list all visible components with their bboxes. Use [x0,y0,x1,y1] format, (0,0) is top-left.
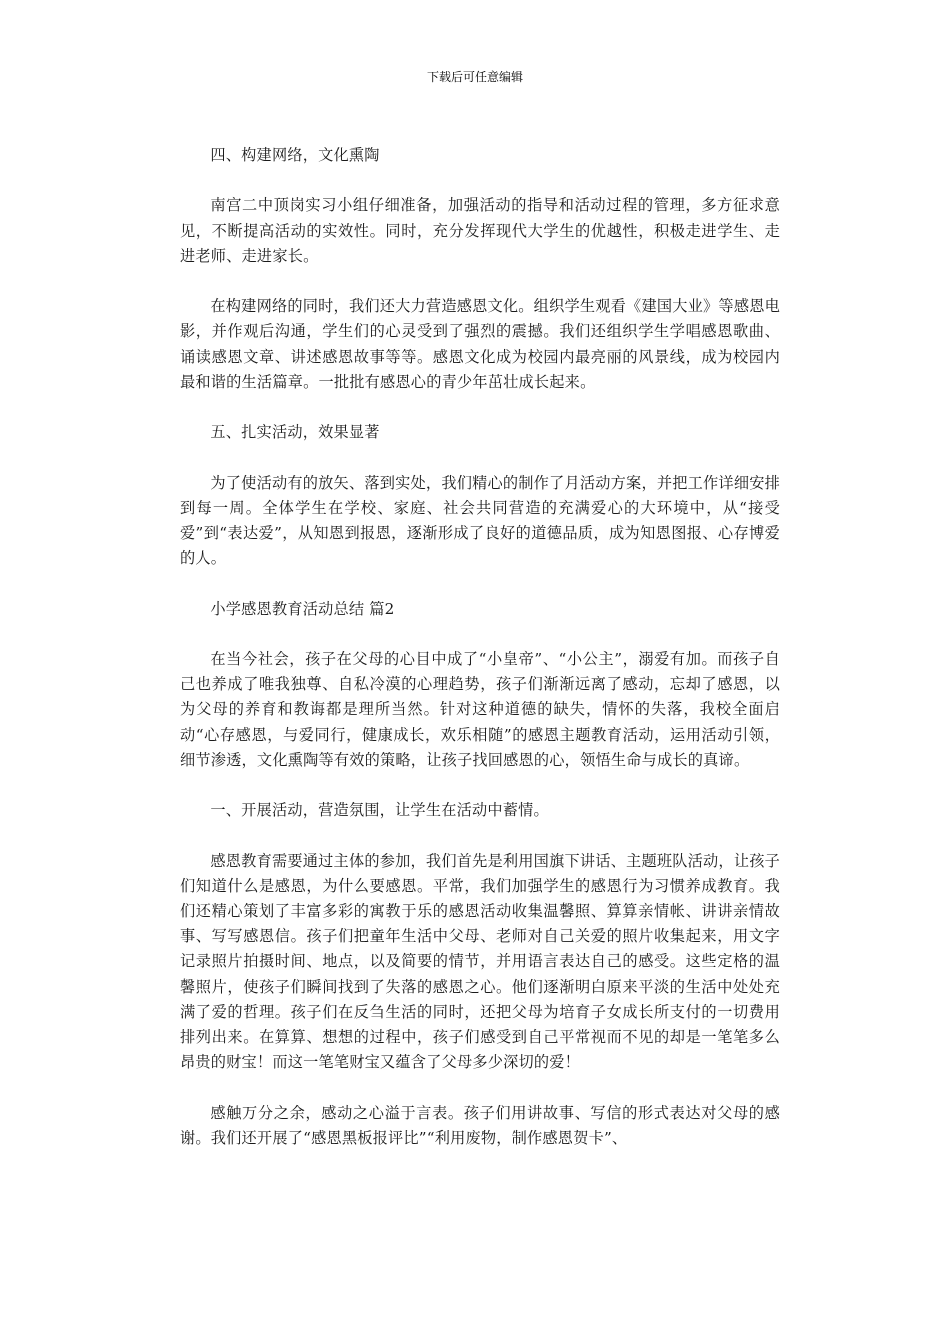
body-paragraph: 南宫二中顶岗实习小组仔细准备，加强活动的指导和活动过程的管理，多方征求意见，不断提高活动的实效性。同时，充分发挥现代大学生的优越性，积极走进学生、走进老师、走进家长。 [180,196,780,265]
section-heading: 一、开展活动，营造氛围，让学生在活动中蓄情。 [210,801,549,820]
body-paragraph: 感恩教育需要通过主体的参加，我们首先是利用国旗下讲话、主题班队活动，让孩子们知道什么是感恩，为什么要感恩。平常，我们加强学生的感恩行为习惯养成教育。我们还精心策划了丰富多彩的寓教于乐的感恩活动收集温馨照、算算亲情帐、讲讲亲情故事、写写感恩信。孩子们把童年生活中父母、老师对自己关爱的照片收集起来，用文字记录照片拍摄时间、地点，以及简要的情节，并用语言表达自己的感受。这些定格的温馨照片，使孩子们瞬间找到了失落的感恩之心。他们逐渐明白原来平淡的生活中处处充满了爱的哲理。孩子们在反刍生活的同时，还把父母为培育子女成长所支付的一切费用排列出来。在算算、想想的过程中，孩子们感受到自己平常视而不见的却是一笔笔多么昂贵的财宝！而这一笔笔财宝又蕴含了父母多少深切的爱！ [180,851,780,1072]
document-body [180,143,780,1176]
body-paragraph: 在构建网络的同时，我们还大力营造感恩文化。组织学生观看《建国大业》等感恩电影，并作观后沟通，学生们的心灵受到了强烈的震撼。我们还组织学生学唱感恩歌曲、诵读感恩文章、讲述感恩故事等等。感恩文化成为校园内最亮丽的风景线，成为校园内最和谐的生活篇章。一批批有感恩心的青少年茁壮成长起来。 [180,297,780,391]
body-paragraph: 为了使活动有的放矢、落到实处，我们精心的制作了月活动方案，并把工作详细安排到每一周。全体学生在学校、家庭、社会共同营造的充满爱心的大环境中，从“接受爱”到“表达爱”，从知恩到报恩，逐渐形成了良好的道德品质，成为知恩图报、心存博爱的人。 [180,473,780,568]
article-title: 小学感恩教育活动总结 篇2 [210,599,395,618]
section-heading: 五、扎实活动，效果显著 [210,423,380,442]
page-header-note: 下载后可任意编辑 [426,70,523,84]
body-paragraph: 感触万分之余，感动之心溢于言表。孩子们用讲故事、写信的形式表达对父母的感谢。我们还开展了“感恩黑板报评比”“利用废物，制作感恩贺卡”、 [180,1103,780,1147]
body-paragraph: 在当今社会，孩子在父母的心目中成了“小皇帝”、“小公主”，溺爱有加。而孩子自己也养成了唯我独尊、自私冷漠的心理趋势，孩子们渐渐远离了感动，忘却了感恩，以为父母的养育和教诲都是理所当然。针对这种道德的缺失，情怀的失落，我校全面启动“心存感恩，与爱同行，健康成长，欢乐相随”的感恩主题教育活动，运用活动引领，细节渗透，文化熏陶等有效的策略，让孩子找回感恩的心，领悟生命与成长的真谛。 [180,649,780,769]
section-heading: 四、构建网络，文化熏陶 [210,146,380,164]
